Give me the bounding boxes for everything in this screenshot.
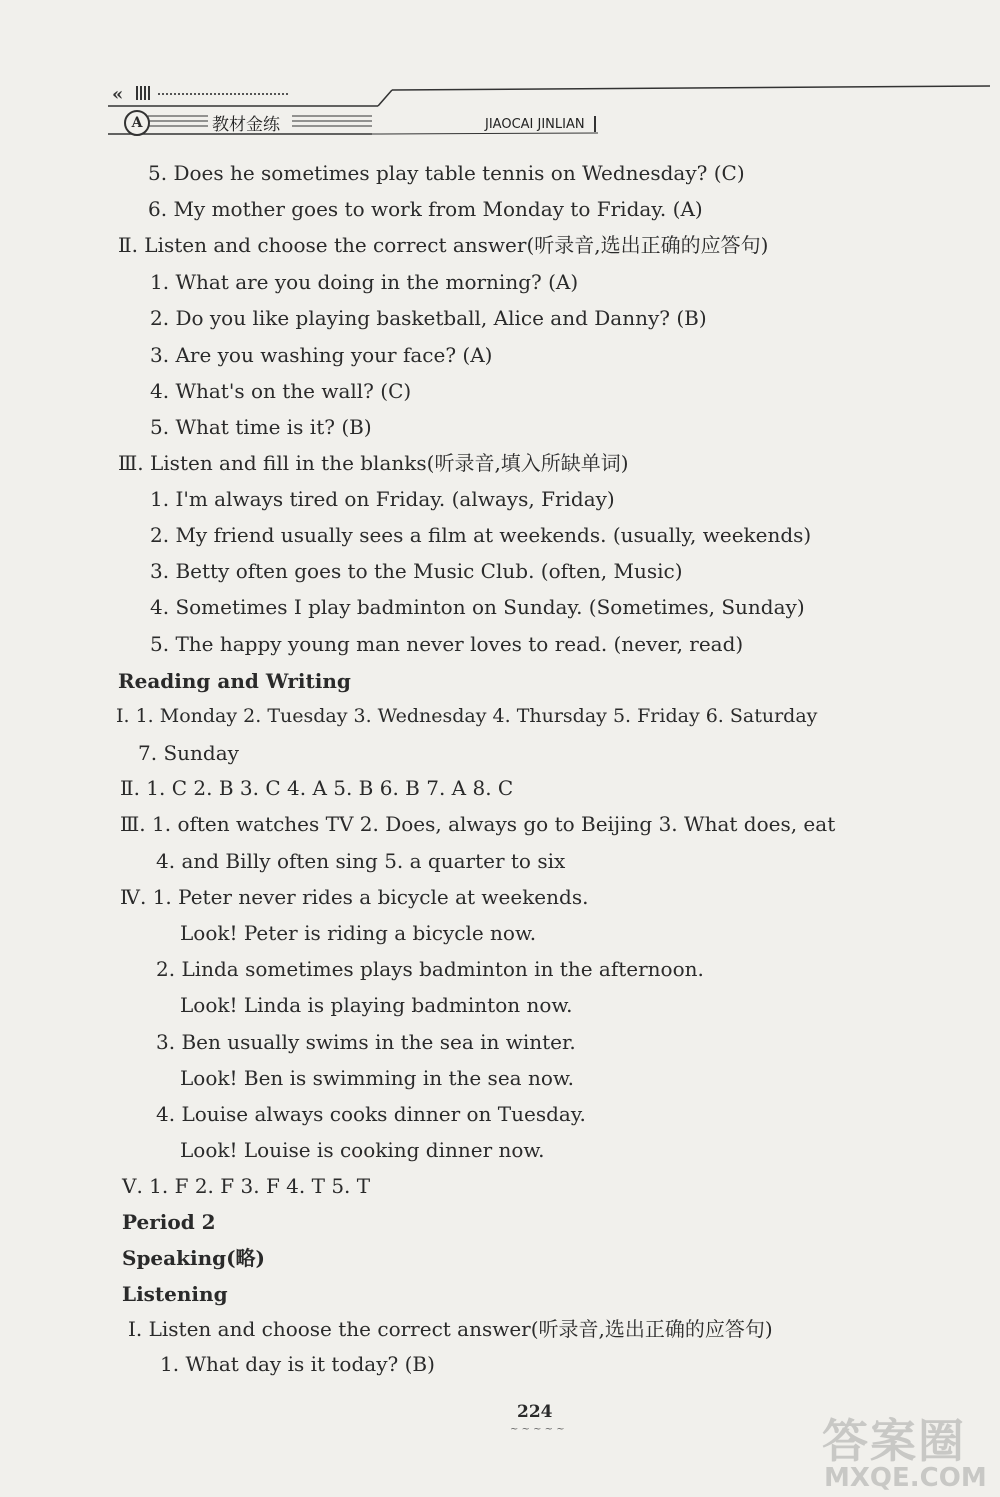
watermark-text-en: MXQE.COM [824,1463,987,1493]
answer-line: Ⅳ. 1. Peter never rides a bicycle at weekends. [120,885,589,909]
part-heading: Speaking(略) [122,1246,266,1270]
answer-line: Ⅴ. 1. F 2. F 3. F 4. T 5. T [122,1174,371,1198]
answer-line: Ⅱ. 1. C 2. B 3. C 4. A 5. B 6. B 7. A 8. C [120,776,514,800]
answer-line: 3. Ben usually swims in the sea in winter. [156,1030,576,1054]
page-number-ornament: ~ ~ ~ ~ ~ [510,1424,565,1435]
answer-line: Look! Ben is swimming in the sea now. [180,1066,574,1090]
page-number: 224 [517,1402,553,1422]
header-arrows-icon: « [112,84,122,105]
answer-line: 2. My friend usually sees a film at weekends. (usually, weekends) [150,523,812,547]
answer-line: 4. Louise always cooks dinner on Tuesday. [156,1102,586,1126]
answer-line: Look! Louise is cooking dinner now. [180,1138,545,1162]
answer-line: Look! Peter is riding a bicycle now. [180,921,537,945]
section-heading: Ⅲ. Listen and fill in the blanks(听录音,填入所缺单词) [118,451,629,475]
answer-line: 4. Sometimes I play badminton on Sunday. (Sometimes, Sunday) [150,595,805,619]
answer-line: 3. Are you washing your face? (A) [150,343,493,367]
part-heading: Period 2 [122,1210,216,1234]
answer-line: 4. and Billy often sing 5. a quarter to six [156,849,566,873]
answer-line: 1. What day is it today? (B) [160,1352,435,1376]
answer-line: Look! Linda is playing badminton now. [180,993,573,1017]
answer-line: 4. What's on the wall? (C) [150,379,412,403]
section-heading: Ⅱ. Listen and choose the correct answer(听录音,选出正确的应答句) [118,233,769,257]
answer-line: Ⅰ. 1. Monday 2. Tuesday 3. Wednesday 4. Thursday 5. Friday 6. Saturday [116,705,818,727]
answer-line: 5. The happy young man never loves to read. (never, read) [150,632,744,656]
answer-line: 1. What are you doing in the morning? (A) [150,270,579,294]
answer-line: 3. Betty often goes to the Music Club. (often, Music) [150,559,683,583]
answer-line: 7. Sunday [138,741,239,765]
answer-line: 2. Linda sometimes plays badminton in the afternoon. [156,957,704,981]
watermark-logo [812,1405,992,1495]
header-logo: A [124,110,150,136]
part-heading: Listening [122,1282,228,1306]
watermark-text-cn: 答案圈 [822,1414,966,1468]
answer-line: 1. I'm always tired on Friday. (always, Friday) [150,487,615,511]
part-heading: Reading and Writing [118,669,351,693]
answer-line: 5. What time is it? (B) [150,415,372,439]
section-heading: Ⅰ. Listen and choose the correct answer(听录音,选出正确的应答句) [128,1317,773,1341]
answer-line: 2. Do you like playing basketball, Alice and Danny? (B) [150,306,707,330]
answer-line: Ⅲ. 1. often watches TV 2. Does, always go to Beijing 3. What does, eat [120,812,836,836]
answer-line: 5. Does he sometimes play table tennis on Wednesday? (C) [148,161,745,185]
answer-line: 6. My mother goes to work from Monday to Friday. (A) [148,197,703,221]
header-title-cn: 教材金练 [212,115,280,135]
header-title-en: JIAOCAI JINLIAN [485,117,585,132]
